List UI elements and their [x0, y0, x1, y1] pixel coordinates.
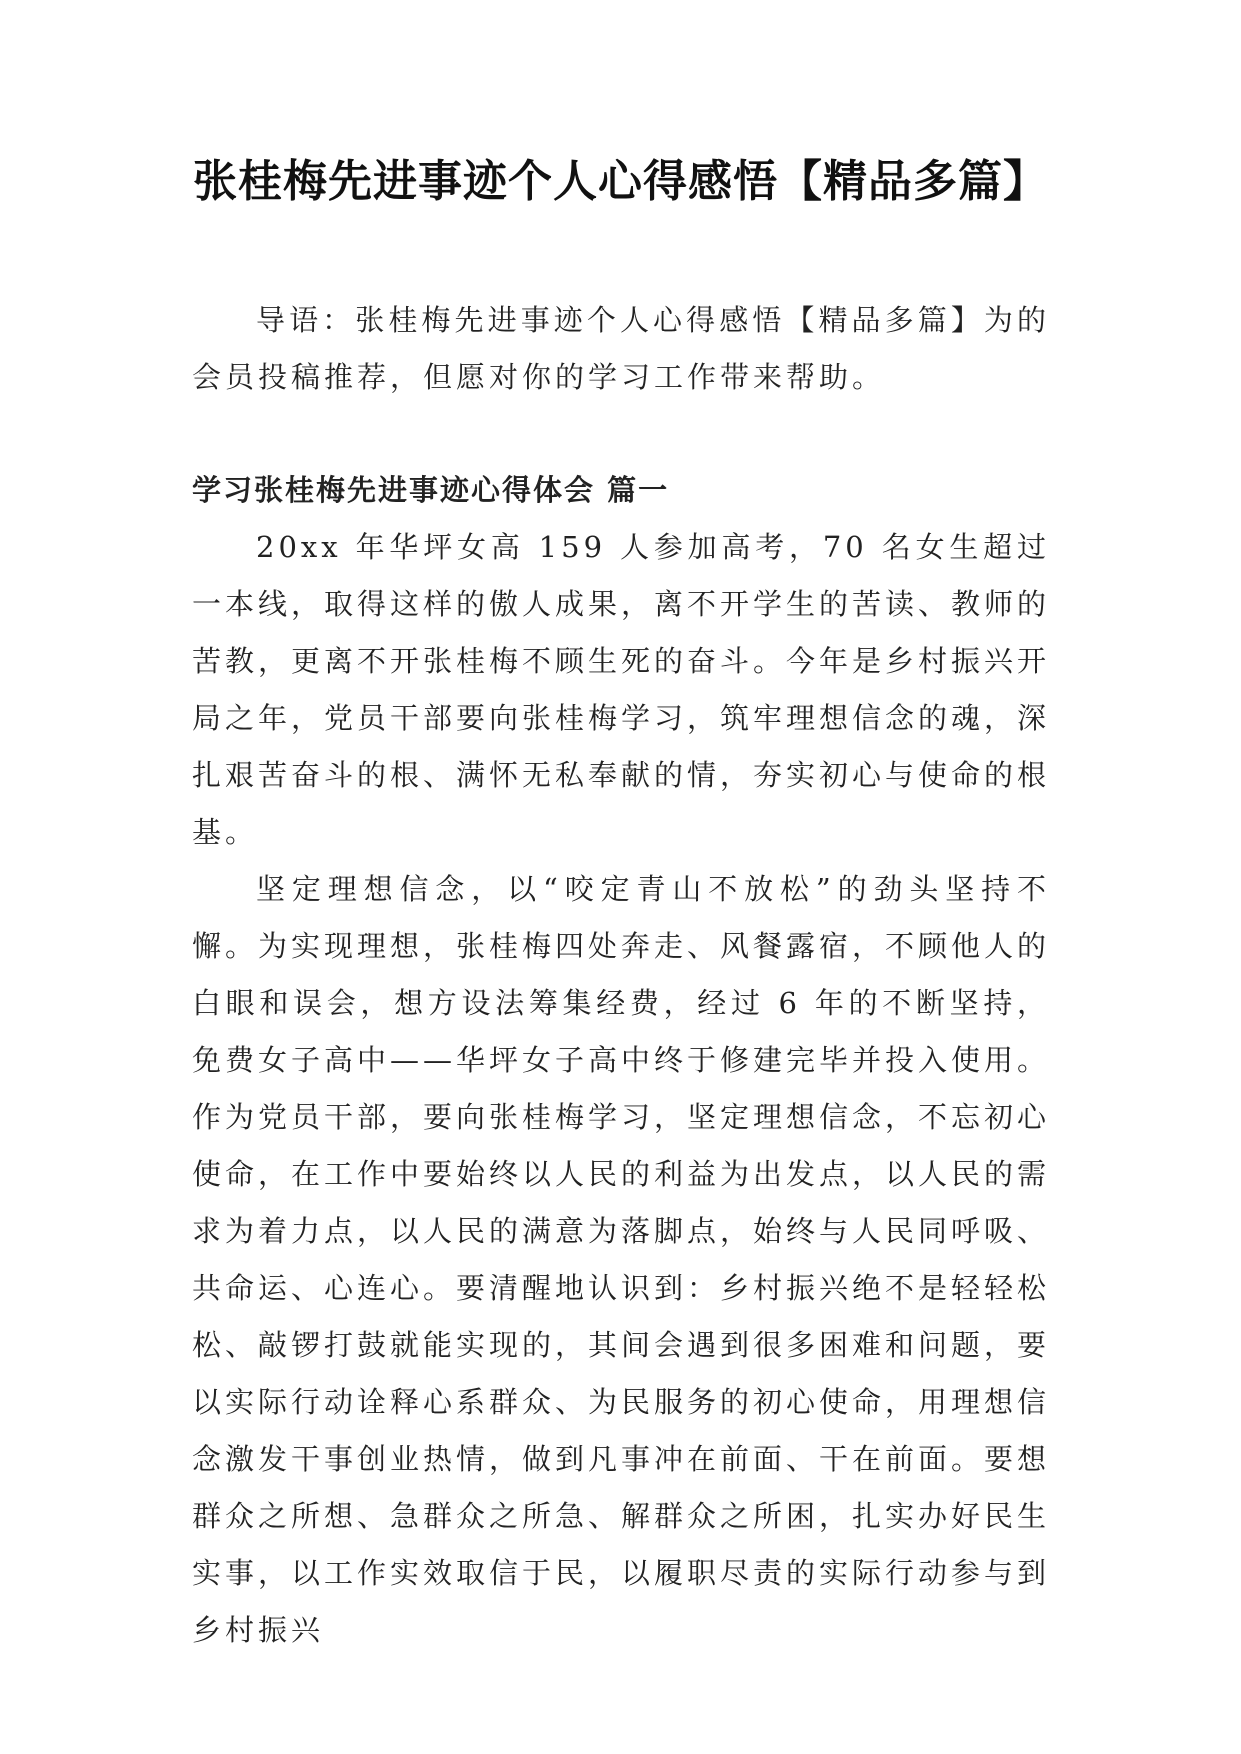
intro-paragraph: 导语：张桂梅先进事迹个人心得感悟【精品多篇】为的会员投稿推荐，但愿对你的学习工作带来帮助。: [192, 303, 1050, 394]
body-paragraph-2: 坚定理想信念，以“咬定青山不放松”的劲头坚持不懈。为实现理想，张桂梅四处奔走、风餐露宿，不顾他人的白眼和误会，想方设法筹集经费，经过 6 年的不断坚持，免费女子高中——华坪女子高中终于修建完毕并投入使用。作为党员干部，要向张桂梅学习，坚定理想信念，不忘初心使命，在工作中要始终以人民的利益为出发点，以人民的需求为着力点，以人民的满意为落脚点，始终与人民同呼吸、共命运、心连心。要清醒地认识到：乡村振兴绝不是轻轻松松、敲锣打鼓就能实现的，其间会遇到很多困难和问题，要以实际行动诠释心系群众、为民服务的初心使命，用理想信念激发干事创业热情，做到凡事冲在前面、干在前面。要想群众之所想、急群众之所急、解群众之所困，扎实办好民生实事，以工作实效取信于民，以履职尽责的实际行动参与到乡村振兴: [192, 872, 1051, 1647]
document-title: 张桂梅先进事迹个人心得感悟【精品多篇】: [193, 156, 1048, 207]
section-body: [192, 519, 1050, 1659]
section-heading: 学习张桂梅先进事迹心得体会 篇一: [192, 473, 670, 507]
body-paragraph-1: 20xx 年华坪女高 159 人参加高考，70 名女生超过一本线，取得这样的傲人成果，离不开学生的苦读、教师的苦教，更离不开张桂梅不顾生死的奋斗。今年是乡村振兴开局之年，党员干部要向张桂梅学习，筑牢理想信念的魂，深扎艰苦奋斗的根、满怀无私奉献的情，夯实初心与使命的根基。: [192, 530, 1051, 849]
